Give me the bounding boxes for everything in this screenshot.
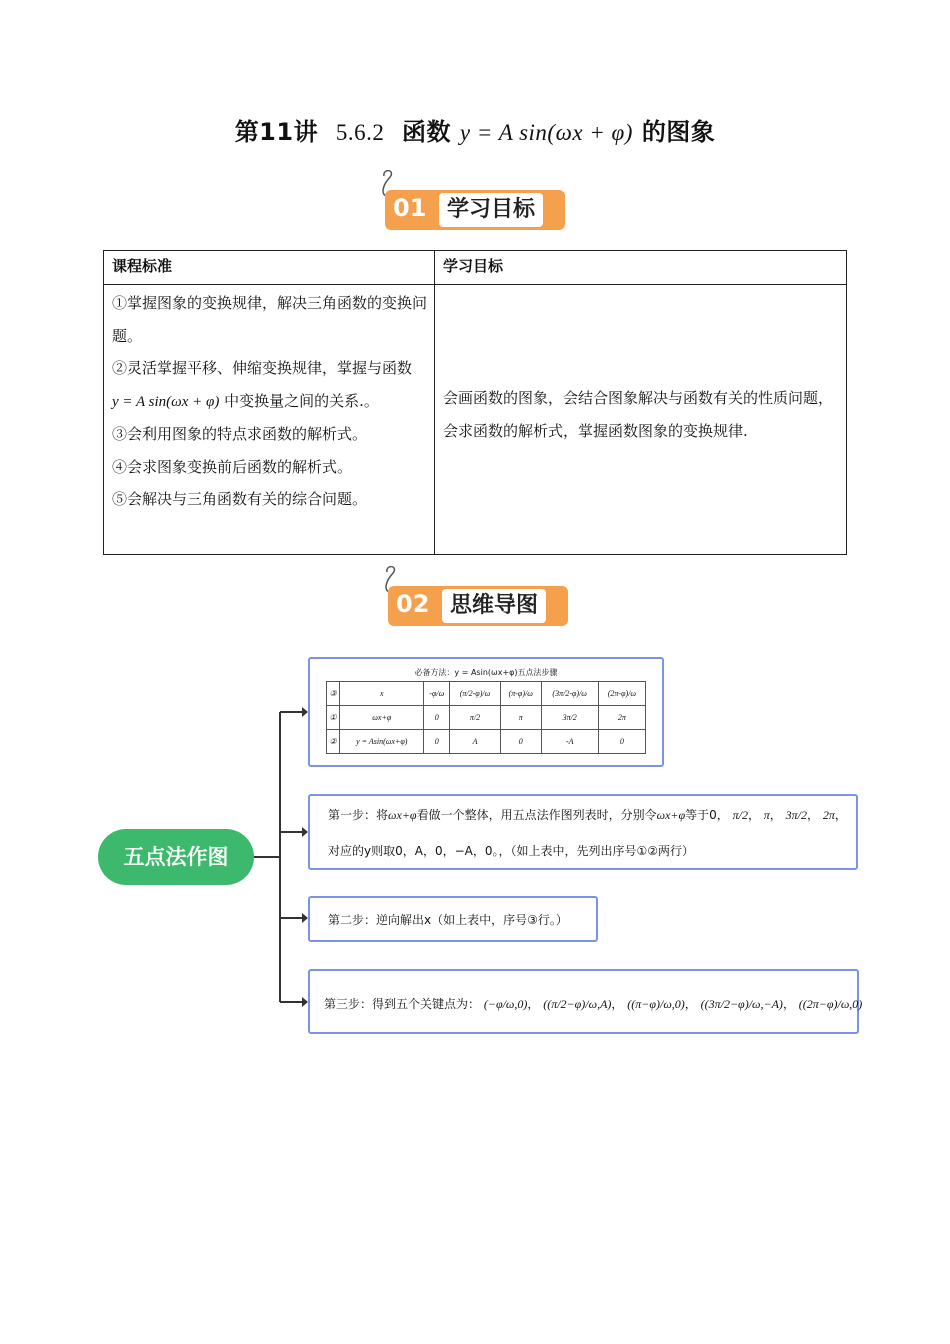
objective-item: ①掌握图象的变换规律，解决三角函数的变换问题。 bbox=[112, 294, 428, 345]
step1-value: π bbox=[763, 808, 770, 822]
objective-item: ③会利用图象的特点求函数的解析式。 bbox=[112, 425, 368, 443]
table-row bbox=[327, 682, 646, 706]
table-cell: π/2 bbox=[450, 706, 501, 730]
table-row bbox=[327, 730, 646, 754]
step1-expr: ωx+φ bbox=[656, 808, 686, 822]
node-step-1 bbox=[308, 794, 858, 870]
table-cell: (π/2-φ)/ω bbox=[450, 682, 501, 706]
header-course-standard: 课程标准 bbox=[112, 257, 173, 275]
table-cell: ③ bbox=[327, 682, 340, 706]
badge-label: 思维导图 bbox=[442, 589, 546, 623]
objective-item bbox=[112, 385, 430, 419]
table-cell: A bbox=[450, 730, 501, 754]
key-point: (−φ/ω,0) bbox=[483, 997, 528, 1011]
key-point: ((2π−φ)/ω,0) bbox=[798, 997, 863, 1011]
step1-expr: ωx+φ bbox=[388, 808, 417, 822]
table-cell: 0 bbox=[500, 730, 541, 754]
section-badge-goals bbox=[385, 184, 565, 228]
table-cell: 0 bbox=[424, 730, 450, 754]
table-cell: (3π/2-φ)/ω bbox=[541, 682, 598, 706]
learning-goals-cell: 会画函数的图象，会结合图象解决与函数有关的性质问题，会求函数的解析式，掌握函数图象的变换规律. bbox=[443, 389, 834, 440]
title-suffix: 的图象 bbox=[641, 118, 716, 146]
header-learning-goals: 学习目标 bbox=[443, 257, 504, 275]
step1-line1: 第一步：将ωx+φ看做一个整体，用五点法作图列表时，分别令ωx+φ等于0， π/2， π， 3π/2， 2π， bbox=[328, 808, 847, 822]
table-cell: (π-φ)/ω bbox=[500, 682, 541, 706]
badge-number: 01 bbox=[393, 194, 427, 222]
step2-text: 第二步：逆向解出x（如上表中，序号③行。） bbox=[328, 913, 568, 927]
node-step-2 bbox=[308, 896, 598, 942]
step3-text: 第三步：得到五个关键点为： (−φ/ω,0)， ((π/2−φ)/ω,A)， ((π−φ)/ω,0)， ((3π/2−φ)/ω,−A)， ((2π−φ)/ω,0) bbox=[324, 997, 863, 1011]
key-point: ((π−φ)/ω,0) bbox=[627, 997, 685, 1011]
table-cell: 2π bbox=[598, 706, 645, 730]
step1-value: 2π bbox=[822, 808, 835, 822]
badge-number: 02 bbox=[396, 590, 430, 618]
table-cell: 0 bbox=[598, 730, 645, 754]
objective-item: ②灵活掌握平移、伸缩变换规律，掌握与函数 bbox=[112, 359, 413, 377]
objectives-table bbox=[103, 250, 847, 555]
step1-value: π/2 bbox=[732, 808, 748, 822]
step1-text-b: 看做一个整体，用五点法作图列表时，分别令 bbox=[416, 808, 657, 822]
table-cell: 0 bbox=[424, 706, 450, 730]
table-cell: y = Asin(ωx+φ) bbox=[340, 730, 424, 754]
course-standard-cell bbox=[112, 287, 430, 516]
title-prefix: 第11讲 bbox=[234, 118, 319, 146]
section-badge-mindmap bbox=[388, 580, 568, 624]
table-cell: ① bbox=[327, 706, 340, 730]
title-formula: y = A sin(ωx + φ) bbox=[459, 120, 633, 145]
objective-item: ⑤会解决与三角函数有关的综合问题。 bbox=[112, 490, 368, 508]
step1-value: 3π/2 bbox=[785, 808, 807, 822]
objective-item-tail: 中变换量之间的关系.。 bbox=[224, 391, 379, 410]
mindmap-root: 五点法作图 bbox=[98, 829, 254, 885]
title-label: 函数 bbox=[402, 118, 452, 146]
table-cell: π bbox=[500, 706, 541, 730]
title-section: 5.6.2 bbox=[335, 120, 385, 145]
table-cell: -φ/ω bbox=[424, 682, 450, 706]
node-step-3 bbox=[308, 969, 863, 1034]
table-cell: ωx+φ bbox=[340, 706, 424, 730]
table-cell: ② bbox=[327, 730, 340, 754]
table-cell: -A bbox=[541, 730, 598, 754]
step1-text-c: 等于0， bbox=[685, 808, 729, 822]
table-cell: 3π/2 bbox=[541, 706, 598, 730]
table-cell: (2π-φ)/ω bbox=[598, 682, 645, 706]
five-point-table bbox=[326, 667, 646, 754]
page-title bbox=[0, 112, 950, 147]
badge-label: 学习目标 bbox=[439, 193, 543, 227]
table-caption: 必备方法：y = Asin(ωx+φ)五点法步骤 bbox=[414, 668, 558, 677]
step1-text-a: 第一步：将 bbox=[328, 808, 389, 822]
objective-item: ④会求图象变换前后函数的解析式。 bbox=[112, 457, 353, 476]
objective-formula: y = A sin(ωx + φ) bbox=[112, 393, 220, 410]
table-cell: x bbox=[340, 682, 424, 706]
key-point: ((π/2−φ)/ω,A) bbox=[543, 997, 612, 1011]
step1-line2: 对应的y则取0，A，0，−A，0。，（如上表中，先列出序号①②两行） bbox=[328, 844, 694, 858]
table-header-divider bbox=[104, 284, 846, 285]
table-divider bbox=[434, 251, 435, 554]
node-five-point-table bbox=[308, 657, 664, 767]
key-point: ((3π/2−φ)/ω,−A) bbox=[700, 997, 783, 1011]
step3-label: 第三步：得到五个关键点为： bbox=[324, 997, 481, 1011]
table-row bbox=[327, 706, 646, 730]
